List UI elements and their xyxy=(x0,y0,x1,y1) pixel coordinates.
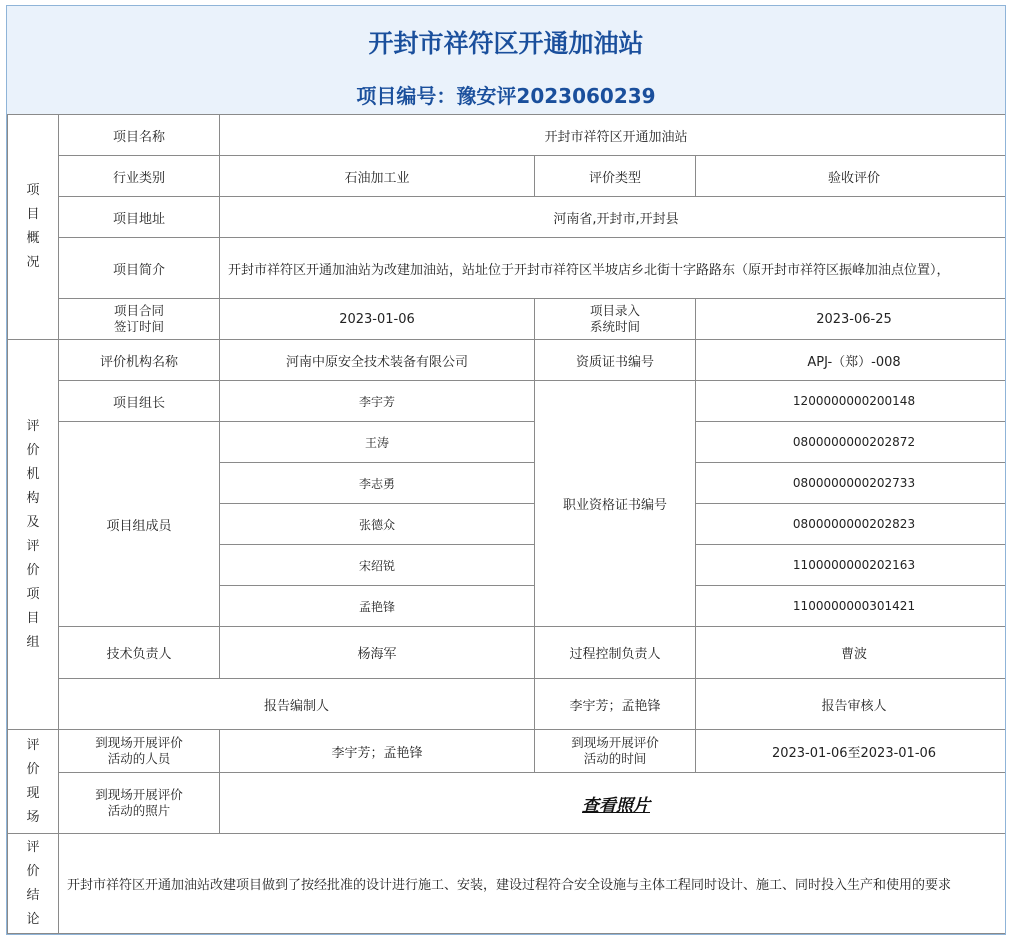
member-cert: 1100000000202163 xyxy=(696,545,1007,586)
entry-time-value: 2023-06-25 xyxy=(696,299,1007,340)
qualification-cert-label: 资质证书编号 xyxy=(535,340,696,381)
project-number: 项目编号：豫安评2023060239 xyxy=(356,84,656,108)
intro-label: 项目简介 xyxy=(59,238,220,299)
site-time-value: 2023-01-06至2023-01-06 xyxy=(696,730,1007,773)
address-label: 项目地址 xyxy=(59,197,220,238)
member-cert: 1100000000301421 xyxy=(696,586,1007,627)
eval-type-label: 评价类型 xyxy=(535,156,696,197)
team-leader-label: 项目组长 xyxy=(59,381,220,422)
site-photo-cell xyxy=(220,773,1007,834)
member-name: 宋绍锐 xyxy=(220,545,535,586)
page-header xyxy=(7,6,1005,115)
site-time-label: 到现场开展评价 活动的时间 xyxy=(535,730,696,773)
member-cert: 0800000000202872 xyxy=(696,422,1007,463)
member-name: 张德众 xyxy=(220,504,535,545)
site-people-label: 到现场开展评价 活动的人员 xyxy=(59,730,220,773)
report-frame xyxy=(6,5,1006,935)
tech-lead-label: 技术负责人 xyxy=(59,627,220,679)
project-name-label: 项目名称 xyxy=(59,115,220,156)
org-name-value: 河南中原安全技术装备有限公司 xyxy=(220,340,535,381)
team-members-label: 项目组成员 xyxy=(59,422,220,627)
contract-time-value: 2023-01-06 xyxy=(220,299,535,340)
site-people-value: 李宇芳；孟艳锋 xyxy=(220,730,535,773)
industry-value: 石油加工业 xyxy=(220,156,535,197)
industry-label: 行业类别 xyxy=(59,156,220,197)
team-leader-cert: 1200000000200148 xyxy=(696,381,1007,422)
member-cert: 0800000000202823 xyxy=(696,504,1007,545)
report-author-label: 报告编制人 xyxy=(59,679,535,730)
tech-lead-value: 杨海军 xyxy=(220,627,535,679)
page-title: 开封市祥符区开通加油站 xyxy=(368,29,644,58)
section-site: 评 价 现 场 xyxy=(8,730,59,834)
section-conclusion: 评 价 结 论 xyxy=(8,834,59,934)
professional-cert-label: 职业资格证书编号 xyxy=(535,381,696,627)
member-name: 李志勇 xyxy=(220,463,535,504)
entry-time-label: 项目录入 系统时间 xyxy=(535,299,696,340)
report-author-value: 李宇芳；孟艳锋 xyxy=(535,679,696,730)
project-name-value: 开封市祥符区开通加油站 xyxy=(220,115,1007,156)
section-agency: 评 价 机 构 及 评 价 项 目 组 xyxy=(8,340,59,730)
process-control-label: 过程控制负责人 xyxy=(535,627,696,679)
team-leader-name: 李宇芳 xyxy=(220,381,535,422)
section-overview: 项 目 概 况 xyxy=(8,115,59,340)
member-name: 孟艳锋 xyxy=(220,586,535,627)
eval-type-value: 验收评价 xyxy=(696,156,1007,197)
view-photos-link[interactable]: 查看照片 xyxy=(582,795,650,816)
contract-time-label: 项目合同 签订时间 xyxy=(59,299,220,340)
org-name-label: 评价机构名称 xyxy=(59,340,220,381)
report-reviewer-label: 报告审核人 xyxy=(696,679,1007,730)
member-cert: 0800000000202733 xyxy=(696,463,1007,504)
site-photo-label: 到现场开展评价 活动的照片 xyxy=(59,773,220,834)
intro-value: 开封市祥符区开通加油站为改建加油站，站址位于开封市祥符区半坡店乡北街十字路路东（原开封市祥符区振峰加油点位置）， xyxy=(220,238,1007,299)
qualification-cert-value: APJ-（郑）-008 xyxy=(696,340,1007,381)
address-value: 河南省,开封市,开封县 xyxy=(220,197,1007,238)
member-name: 王涛 xyxy=(220,422,535,463)
info-table xyxy=(7,114,1006,934)
conclusion-text: 开封市祥符区开通加油站改建项目做到了按经批准的设计进行施工、安装，建设过程符合安全设施与主体工程同时设计、施工、同时投入生产和使用的要求 xyxy=(59,834,1007,934)
process-control-value: 曹波 xyxy=(696,627,1007,679)
